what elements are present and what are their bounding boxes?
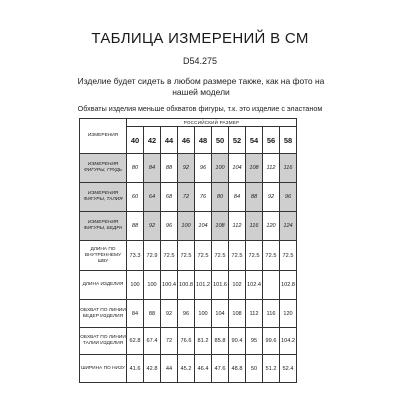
size-system-banner: РОССИЙСКИЙ РАЗМЕР [127,119,297,127]
measurement-value: 72.9 [144,241,161,271]
measurement-value: 48.8 [229,355,246,383]
measurement-value: 120 [280,300,297,328]
measurement-value: 116 [280,154,297,183]
measurement-value: 104 [212,300,229,328]
product-code: D54.275 [182,56,218,66]
size-header-cell: 50 [212,127,229,154]
measurement-value: 72 [161,328,178,355]
measurement-value: 96 [178,300,195,328]
measurement-value: 73.3 [127,241,144,271]
measurement-value: 72.5 [280,241,297,271]
measurement-value: 72.5 [178,241,195,271]
measurement-value: 92 [263,183,280,212]
measurement-row [80,300,297,328]
measurement-value: 72.5 [263,241,280,271]
measurement-value: 102.8 [280,271,297,300]
measurement-value [263,271,280,300]
measurement-value: 80 [212,183,229,212]
measurement-value: 95 [246,328,263,355]
measurement-row [80,328,297,355]
measurement-value: 60 [127,183,144,212]
size-header-cell: 52 [229,127,246,154]
measurement-value: 47.6 [212,355,229,383]
measurement-value: 108 [246,154,263,183]
measurement-value: 51.2 [263,355,280,383]
size-header-cell: 56 [263,127,280,154]
size-header-cell: 58 [280,127,297,154]
banner-row [80,119,297,127]
measurement-label: ДЛИНА ПО ВНУТРЕННЕМУ ШВУ [80,241,127,271]
measurement-value: 96 [161,212,178,241]
measurement-value: 52.4 [280,355,297,383]
fit-note: Изделие будет сидеть в любом размере также, как на фото на нашей модели [77,76,325,97]
measurement-value: 80 [127,154,144,183]
elastane-note: Обхваты изделия меньше обхватов фигуры, т.к. это изделие с эластаном [77,104,323,113]
measurement-value: 102 [229,271,246,300]
measurement-value: 108 [229,300,246,328]
size-table [79,118,297,383]
measurement-value: 100 [178,212,195,241]
measurement-row [80,183,297,212]
measurement-value: 72.5 [246,241,263,271]
measurement-value: 41.6 [127,355,144,383]
measurement-value: 101.2 [195,271,212,300]
measurement-value: 112 [229,212,246,241]
measurement-value: 99.6 [263,328,280,355]
measurement-row [80,271,297,300]
measurement-value: 100 [195,300,212,328]
measurement-value: 100 [144,271,161,300]
measurement-value: 96 [195,154,212,183]
measurement-value: 81.2 [195,328,212,355]
measurement-value: 116 [246,212,263,241]
size-table-body [80,119,297,383]
measurement-label: ШИРИНА ПО НИЗУ [80,355,127,383]
corner-label: ИЗМЕРЕНИЯ [80,119,127,154]
measurement-value: 92 [178,154,195,183]
measurement-value: 42.8 [144,355,161,383]
measurement-value: 120 [263,212,280,241]
measurement-value: 104 [229,154,246,183]
measurement-value: 46.4 [195,355,212,383]
measurement-value: 72.5 [212,241,229,271]
measurement-value: 104 [195,212,212,241]
size-header-cell: 42 [144,127,161,154]
size-header-cell: 44 [161,127,178,154]
measurement-value: 72 [178,183,195,212]
measurement-value: 116 [263,300,280,328]
size-header-cell: 40 [127,127,144,154]
measurement-value: 67.4 [144,328,161,355]
measurement-row [80,241,297,271]
measurement-value: 62.8 [127,328,144,355]
measurement-value: 76 [195,183,212,212]
measurement-value: 44 [161,355,178,383]
measurement-value: 100 [212,154,229,183]
measurement-value: 100.4 [161,271,178,300]
measurement-value: 50 [246,355,263,383]
measurement-row [80,355,297,383]
measurement-value: 88 [144,300,161,328]
measurement-label: ИЗМЕРЕНИЯ ФИГУРЫ, ТАЛИЯ [80,183,127,212]
measurement-value: 72.5 [229,241,246,271]
measurement-label: ИЗМЕРЕНИЯ ФИГУРЫ, ГРУДЬ [80,154,127,183]
measurement-value: 85.8 [212,328,229,355]
measurement-value: 84 [229,183,246,212]
measurement-value: 112 [246,300,263,328]
measurement-row [80,154,297,183]
measurement-value: 124 [280,212,297,241]
measurement-value: 101.6 [212,271,229,300]
measurement-value: 108 [212,212,229,241]
measurement-value: 64 [144,183,161,212]
measurement-value: 100 [127,271,144,300]
measurement-value: 102.4 [246,271,263,300]
measurement-value: 96 [280,183,297,212]
measurement-value: 84 [144,154,161,183]
size-header-cell: 46 [178,127,195,154]
measurement-value: 92 [161,300,178,328]
measurement-label: ДЛИНА ИЗДЕЛИЯ [80,271,127,300]
measurement-value: 104.2 [280,328,297,355]
measurement-value: 72.5 [195,241,212,271]
measurement-label: ОБХВАТ ПО ЛИНИИ ТАЛИИ ИЗДЕЛИЯ [80,328,127,355]
measurement-value: 84 [127,300,144,328]
measurement-value: 76.6 [178,328,195,355]
measurement-value: 112 [263,154,280,183]
measurement-value: 100.8 [178,271,195,300]
measurement-value: 72.5 [161,241,178,271]
measurement-label: ОБХВАТ ПО ЛИНИИ БЕДЕР ИЗДЕЛИЯ [80,300,127,328]
measurement-value: 92 [144,212,161,241]
measurement-value: 88 [127,212,144,241]
measurement-value: 90.4 [229,328,246,355]
measurement-value: 68 [161,183,178,212]
measurement-value: 88 [246,183,263,212]
measurement-row [80,212,297,241]
measurement-value: 45.2 [178,355,195,383]
page-title: ТАБЛИЦА ИЗМЕРЕНИЙ В СМ [91,30,309,47]
measurement-value: 88 [161,154,178,183]
measurement-label: ИЗМЕРЕНИЯ ФИГУРЫ, БЕДРА [80,212,127,241]
size-header-cell: 54 [246,127,263,154]
size-header-cell: 48 [195,127,212,154]
